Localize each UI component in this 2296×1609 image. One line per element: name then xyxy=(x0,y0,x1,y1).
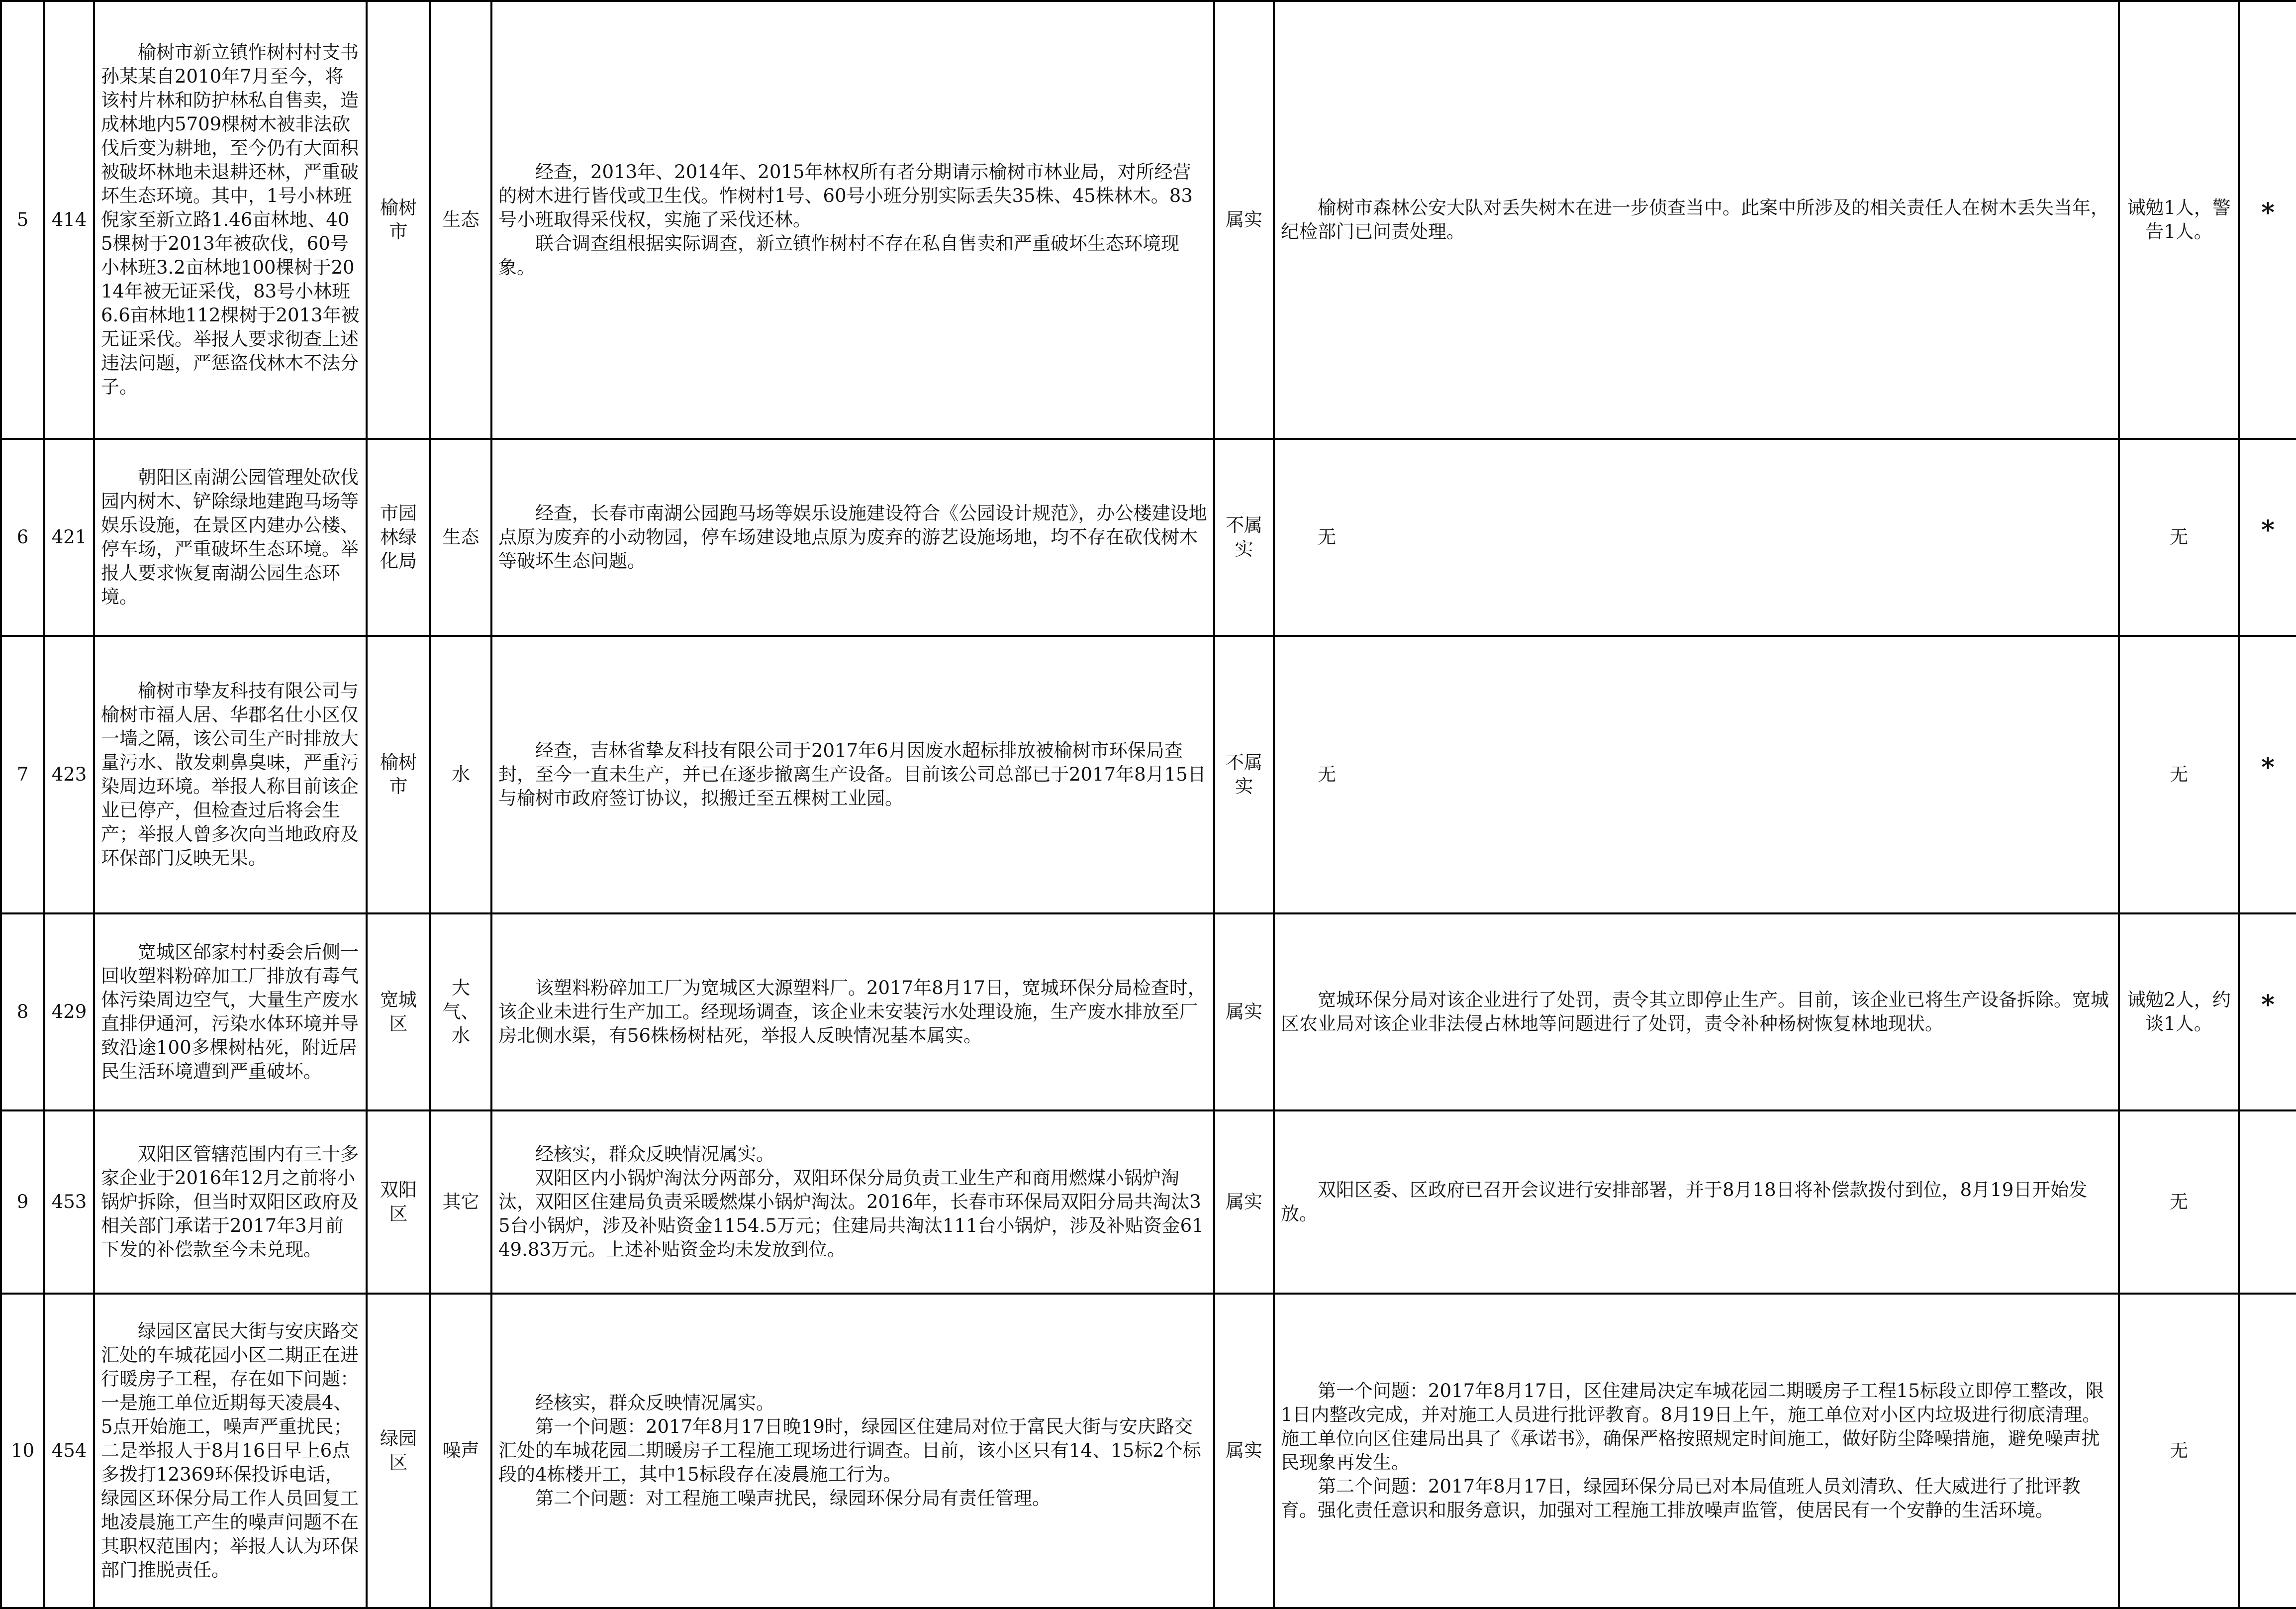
investigation-cell-paragraph: 该塑料粉碎加工厂为宽城区大源塑料厂。2017年8月17日，宽城环保分局检查时，该企业未进行生产加工。经现场调查，该企业未安装污水处理设施，生产废水排放至厂房北侧水渠，有56株杨树枯死，举报人反映情况基本属实。 xyxy=(498,977,1206,1046)
table-row xyxy=(1,1,2296,439)
verdict-cell: 不属实 xyxy=(1214,636,1274,913)
handling-cell-paragraph: 榆树市森林公安大队对丢失树木在进一步侦查当中。此案中所涉及的相关责任人在树木丢失当年，纪检部门已问责处理。 xyxy=(1281,197,2109,242)
complaint-cell-paragraph: 双阳区管辖范围内有三十多家企业于2016年12月之前将小锅炉拆除，但当时双阳区政府及相关部门承诺于2017年3月前下发的补偿款至今未兑现。 xyxy=(101,1143,359,1260)
investigation-cell xyxy=(491,1294,1214,1608)
asterisk-mark: * xyxy=(2261,990,2275,1020)
investigation-cell-paragraph: 第二个问题：对工程施工噪声扰民，绿园环保分局有责任管理。 xyxy=(535,1488,1051,1509)
case-number: 421 xyxy=(44,439,94,636)
verdict-cell: 属实 xyxy=(1214,1,1274,439)
accountability-cell: 无 xyxy=(2119,1294,2239,1608)
case-number: 453 xyxy=(44,1110,94,1294)
handling-cell-paragraph: 双阳区委、区政府已召开会议进行安排部署，并于8月18日将补偿款拨付到位，8月19日开始发放。 xyxy=(1281,1179,2088,1224)
region-cell: 绿园区 xyxy=(367,1294,430,1608)
accountability-cell: 无 xyxy=(2119,439,2239,636)
handling-cell xyxy=(1274,636,2119,913)
investigation-cell-paragraph: 经核实，群众反映情况属实。 xyxy=(535,1392,774,1413)
investigation-cell xyxy=(491,1,1214,439)
mark-cell xyxy=(2239,1,2296,439)
complaint-cell-paragraph: 宽城区邰家村村委会后侧一回收塑料粉碎加工厂排放有毒气体污染周边空气，大量生产废水直排伊通河，污染水体环境并导致沿途100多棵树枯死，附近居民生活环境遭到严重破坏。 xyxy=(101,941,359,1082)
accountability-cell: 无 xyxy=(2119,1110,2239,1294)
verdict-cell: 属实 xyxy=(1214,913,1274,1110)
category-cell: 水 xyxy=(430,636,491,913)
complaint-cell xyxy=(94,913,367,1110)
region-cell: 宽城区 xyxy=(367,913,430,1110)
category-cell: 大气、水 xyxy=(430,913,491,1110)
complaint-cell-paragraph: 绿园区富民大街与安庆路交汇处的车城花园小区二期正在进行暖房子工程，存在如下问题：一是施工单位近期每天凌晨4、5点开始施工，噪声严重扰民；二是举报人于8月16日早上6点多拨打12369环保投诉电话，绿园区环保分局工作人员回复工地凌晨施工产生的噪声问题不在其职权范围内；举报人认为环保部门推脱责任。 xyxy=(101,1320,359,1581)
handling-cell xyxy=(1274,913,2119,1110)
table-row xyxy=(1,439,2296,636)
table-row xyxy=(1,636,2296,913)
category-cell: 生态 xyxy=(430,1,491,439)
complaint-cell-paragraph: 榆树市挚友科技有限公司与榆树市福人居、华郡名仕小区仅一墙之隔，该公司生产时排放大量污水、散发刺鼻臭味，严重污染周边环境。举报人称目前该企业已停产，但检查过后将会生产；举报人曾多次向当地政府及环保部门反映无果。 xyxy=(101,680,359,869)
row-index: 10 xyxy=(1,1294,44,1608)
asterisk-mark: * xyxy=(2261,515,2275,545)
handling-cell-paragraph: 第一个问题：2017年8月17日，区住建局决定车城花园二期暖房子工程15标段立即停工整改，限1日内整改完成，并对施工人员进行批评教育。8月19日上午，施工单位对小区内垃圾进行彻底清理。施工单位向区住建局出具了《承诺书》，确保严格按照规定时间施工，做好防尘降噪措施，避免噪声扰民现象再发生。 xyxy=(1281,1380,2104,1473)
category-cell: 噪声 xyxy=(430,1294,491,1608)
mark-cell xyxy=(2239,913,2296,1110)
mark-cell xyxy=(2239,439,2296,636)
row-index: 5 xyxy=(1,1,44,439)
case-number: 429 xyxy=(44,913,94,1110)
verdict-cell: 属实 xyxy=(1214,1110,1274,1294)
accountability-cell: 诫勉1人，警告1人。 xyxy=(2119,1,2239,439)
table-body xyxy=(1,1,2296,1608)
case-number: 454 xyxy=(44,1294,94,1608)
investigation-cell-paragraph: 第一个问题：2017年8月17日晚19时，绿园区住建局对位于富民大街与安庆路交汇处的车城花园二期暖房子工程施工现场进行调查。目前，该小区只有14、15标2个标段的4栋楼开工，其中15标段存在凌晨施工行为。 xyxy=(498,1416,1201,1485)
handling-cell xyxy=(1274,439,2119,636)
region-cell: 双阳区 xyxy=(367,1110,430,1294)
investigation-cell-paragraph: 经核实，群众反映情况属实。 xyxy=(535,1143,774,1165)
complaint-cell xyxy=(94,439,367,636)
asterisk-mark: * xyxy=(2261,198,2275,228)
handling-cell xyxy=(1274,1110,2119,1294)
case-number: 414 xyxy=(44,1,94,439)
verdict-cell: 不属实 xyxy=(1214,439,1274,636)
handling-cell-paragraph: 宽城环保分局对该企业进行了处罚，责令其立即停止生产。目前，该企业已将生产设备拆除。宽城区农业局对该企业非法侵占林地等问题进行了处罚，责令补种杨树恢复林地现状。 xyxy=(1281,989,2109,1034)
investigation-cell-paragraph: 经查，2013年、2014年、2015年林权所有者分期请示榆树市林业局，对所经营的树木进行皆伐或卫生伐。怍树村1号、60号小班分别实际丢失35株、45株林木。83号小班取得采伐权，实施了采伐还林。 xyxy=(498,161,1193,230)
complaint-cell xyxy=(94,1,367,439)
handling-cell-paragraph: 无 xyxy=(1318,526,1336,548)
handling-cell-paragraph: 第二个问题：2017年8月17日，绿园环保分局已对本局值班人员刘清玖、任大威进行了批评教育。强化责任意识和服务意识，加强对工程施工排放噪声监管，使居民有一个安静的生活环境。 xyxy=(1281,1476,2081,1521)
row-index: 8 xyxy=(1,913,44,1110)
table-row xyxy=(1,913,2296,1110)
complaint-cell xyxy=(94,1294,367,1608)
investigation-cell-paragraph: 经查，长春市南湖公园跑马场等娱乐设施建设符合《公园设计规范》，办公楼建设地点原为废弃的小动物园，停车场建设地点原为废弃的游艺设施场地，均不存在砍伐树木等破坏生态问题。 xyxy=(498,503,1207,572)
verdict-cell: 属实 xyxy=(1214,1294,1274,1608)
investigation-cell-paragraph: 联合调查组根据实际调查，新立镇怍树村不存在私自售卖和严重破坏生态环境现象。 xyxy=(498,233,1179,278)
complaint-cell xyxy=(94,1110,367,1294)
category-cell: 其它 xyxy=(430,1110,491,1294)
row-index: 9 xyxy=(1,1110,44,1294)
mark-cell xyxy=(2239,1110,2296,1294)
handling-cell xyxy=(1274,1,2119,439)
handling-cell-paragraph: 无 xyxy=(1318,764,1336,785)
investigation-cell-paragraph: 经查，吉林省挚友科技有限公司于2017年6月因废水超标排放被榆树市环保局查封，至今一直未生产，并已在逐步撤离生产设备。目前该公司总部已于2017年8月15日与榆树市政府签订协议，拟搬迁至五棵树工业园。 xyxy=(498,740,1206,809)
investigation-cell-paragraph: 双阳区内小锅炉淘汰分两部分，双阳环保分局负责工业生产和商用燃煤小锅炉淘汰，双阳区住建局负责采暖燃煤小锅炉淘汰。2016年，长春市环保局双阳分局共淘汰35台小锅炉，涉及补贴资金1154.5万元；住建局共淘汰111台小锅炉，涉及补贴资金6149.83万元。上述补贴资金均未发放到位。 xyxy=(498,1167,1204,1260)
complaint-cell xyxy=(94,636,367,913)
investigation-cell xyxy=(491,439,1214,636)
row-index: 7 xyxy=(1,636,44,913)
complaint-cell-paragraph: 朝阳区南湖公园管理处砍伐园内树木、铲除绿地建跑马场等娱乐设施，在景区内建办公楼、停车场，严重破坏生态环境。举报人要求恢复南湖公园生态环境。 xyxy=(101,467,359,607)
accountability-cell: 无 xyxy=(2119,636,2239,913)
mark-cell xyxy=(2239,636,2296,913)
table-row xyxy=(1,1294,2296,1608)
handling-cell xyxy=(1274,1294,2119,1608)
case-number: 423 xyxy=(44,636,94,913)
region-cell: 榆树市 xyxy=(367,1,430,439)
table-row xyxy=(1,1110,2296,1294)
accountability-cell: 诫勉2人，约谈1人。 xyxy=(2119,913,2239,1110)
region-cell: 榆树市 xyxy=(367,636,430,913)
investigation-cell xyxy=(491,913,1214,1110)
asterisk-mark: * xyxy=(2261,752,2275,783)
mark-cell xyxy=(2239,1294,2296,1608)
complaint-cell-paragraph: 榆树市新立镇怍树村村支书孙某某自2010年7月至今，将该村片林和防护林私自售卖，造成林地内5709棵树木被非法砍伐后变为耕地，至今仍有大面积被破坏林地未退耕还林，严重破坏生态环境。其中，1号小林班倪家至新立路1.46亩林地、405棵树于2013年被砍伐，60号小林班3.2亩林地100棵树于2014年被无证采伐，83号小林班6.6亩林地112棵树于2013年被无证采伐。举报人要求彻查上述违法问题，严惩盗伐林木不法分子。 xyxy=(101,42,360,398)
row-index: 6 xyxy=(1,439,44,636)
investigation-cell xyxy=(491,636,1214,913)
investigation-cell xyxy=(491,1110,1214,1294)
category-cell: 生态 xyxy=(430,439,491,636)
region-cell: 市园林绿化局 xyxy=(367,439,430,636)
